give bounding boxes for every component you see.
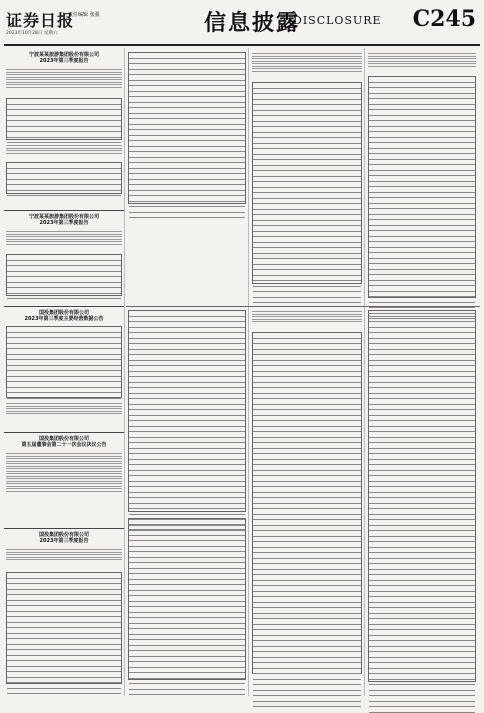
continued-table bbox=[128, 52, 246, 204]
column-1 bbox=[4, 48, 125, 696]
notice-subheading: 2023年第三季度报告 bbox=[39, 220, 89, 226]
cash-flow-table bbox=[368, 310, 476, 682]
balance-sheet-table bbox=[252, 82, 362, 284]
column-2 bbox=[126, 48, 249, 696]
masthead bbox=[4, 4, 480, 46]
notice-heading: 国投集团股份有限公司 bbox=[38, 532, 89, 538]
notice-subheading: 第五届董事会第二十一次会议决议公告 bbox=[21, 442, 107, 448]
column-3 bbox=[250, 48, 365, 696]
newspaper-logo: 证券日报 bbox=[6, 11, 75, 30]
financial-table bbox=[6, 98, 122, 140]
notice-body bbox=[6, 68, 122, 89]
continued-table bbox=[128, 310, 246, 512]
notice-1 bbox=[6, 52, 122, 64]
shareholder-table bbox=[6, 162, 122, 194]
edition-note: 责任编辑 张强 bbox=[68, 12, 100, 18]
notice-subheading: 2023年第三季度报告 bbox=[39, 58, 89, 64]
operating-data-table bbox=[6, 326, 122, 398]
income-statement-table bbox=[252, 332, 362, 674]
page-number: C245 bbox=[412, 6, 476, 32]
notice-heading: 宁波某某旅游集团股份有限公司 bbox=[28, 214, 99, 220]
notice-heading: 国投集团股份有限公司 bbox=[38, 436, 89, 442]
notice-5 bbox=[6, 532, 122, 544]
section-title-english: DISCLOSURE bbox=[293, 14, 382, 27]
financial-table bbox=[6, 254, 122, 296]
financial-table bbox=[6, 572, 122, 684]
notice-heading: 国投集团股份有限公司 bbox=[38, 310, 89, 316]
notice-subheading: 2023年第三季度报告 bbox=[39, 538, 89, 544]
cash-flow-table bbox=[368, 76, 476, 298]
notice-heading: 宁波某某旅游集团股份有限公司 bbox=[28, 52, 99, 58]
section-title: 信息披露 bbox=[204, 10, 301, 36]
notice-2 bbox=[6, 214, 122, 226]
notice-subheading: 2023年第三季度主要经营数据公告 bbox=[24, 316, 104, 322]
page-grid bbox=[4, 48, 480, 696]
continued-table bbox=[128, 518, 246, 680]
column-4 bbox=[366, 48, 478, 696]
dateline: 2023年10月28日 星期六 bbox=[6, 31, 58, 36]
notice-4 bbox=[6, 436, 122, 448]
notice-3 bbox=[6, 310, 122, 322]
